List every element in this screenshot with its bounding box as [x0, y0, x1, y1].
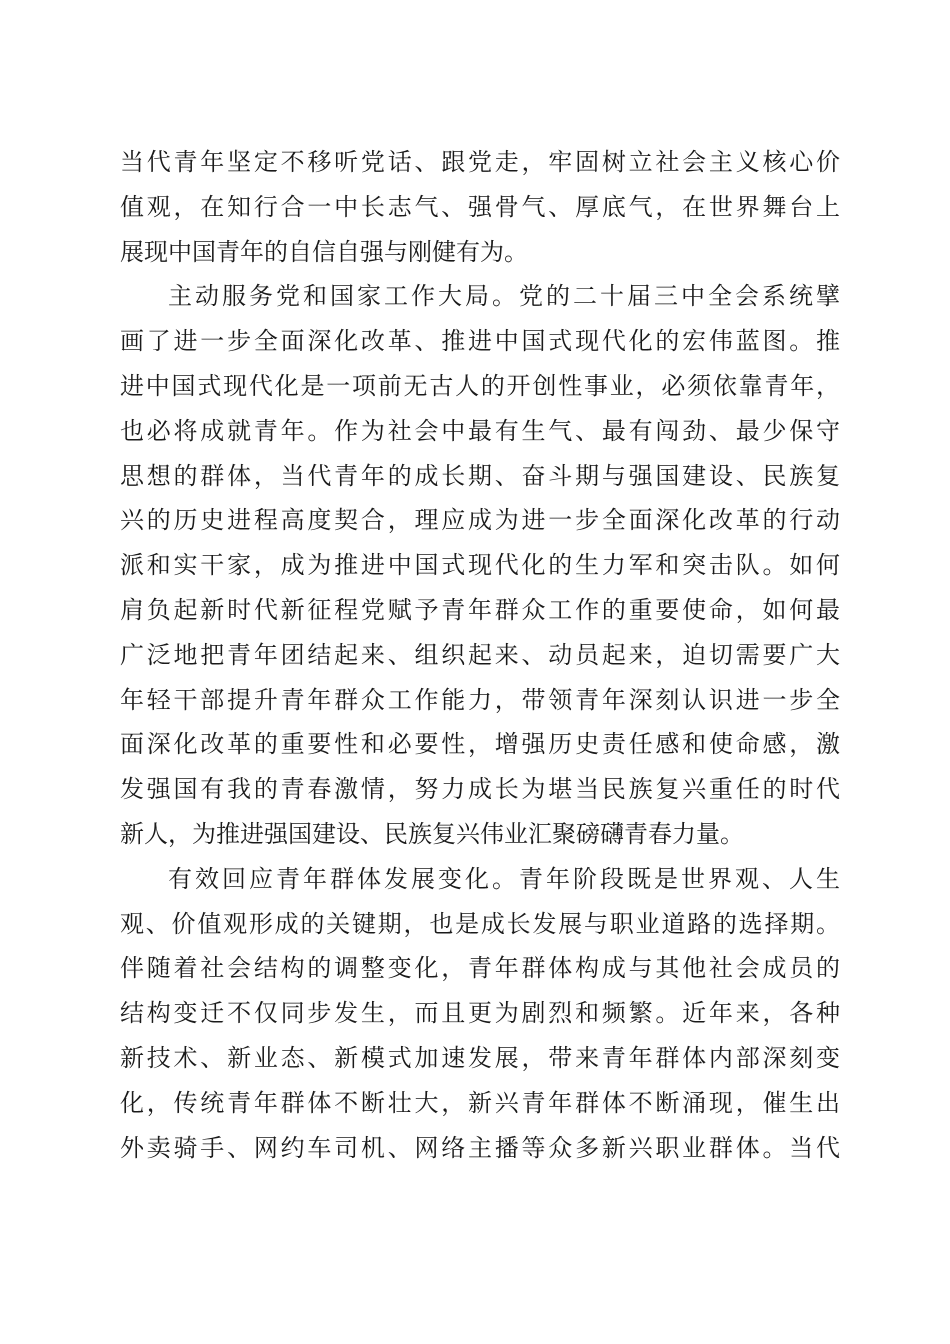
text-line: 派和实干家，成为推进中国式现代化的生力军和突击队。如何	[120, 551, 840, 580]
text-line: 结构变迁不仅同步发生，而且更为剧烈和频繁。近年来，各种	[120, 999, 840, 1028]
text-line: 进中国式现代化是一项前无古人的开创性事业，必须依靠青年，	[120, 371, 840, 400]
text-line: 发强国有我的青春激情，努力成长为堪当民族复兴重任的时代	[120, 775, 840, 804]
text-line: 化，传统青年群体不断壮大，新兴青年群体不断涌现，催生出	[120, 1088, 840, 1117]
text-line: 新技术、新业态、新模式加速发展，带来青年群体内部深刻变	[120, 1043, 840, 1072]
text-line: 面深化改革的重要性和必要性，增强历史责任感和使命感，激	[120, 730, 840, 759]
text-line: 肩负起新时代新征程党赋予青年群众工作的重要使命，如何最	[120, 595, 840, 624]
text-line: 伴随着社会结构的调整变化，青年群体构成与其他社会成员的	[120, 954, 840, 983]
paragraph-3	[120, 857, 840, 1171]
text-line: 广泛地把青年团结起来、组织起来、动员起来，迫切需要广大	[120, 640, 840, 669]
text-line: 当代青年坚定不移听党话、跟党走，牢固树立社会主义核心价	[120, 148, 840, 176]
paragraph-1	[120, 140, 840, 274]
text-line: 画了进一步全面深化改革、推进中国式现代化的宏伟蓝图。推	[120, 327, 840, 356]
text-line: 思想的群体，当代青年的成长期、奋斗期与强国建设、民族复	[120, 461, 840, 490]
text-line: 展现中国青年的自信自强与刚健有为。	[120, 237, 528, 266]
text-line: 也必将成就青年。作为社会中最有生气、最有闯劲、最少保守	[120, 416, 840, 445]
text-line: 年轻干部提升青年群众工作能力，带领青年深刻认识进一步全	[120, 685, 840, 714]
paragraph-2	[120, 274, 840, 856]
text-line: 主动服务党和国家工作大局。党的二十届三中全会系统擘	[168, 282, 840, 311]
body-text	[120, 140, 840, 1170]
text-line: 新人，为推进强国建设、民族复兴伟业汇聚磅礴青春力量。	[120, 819, 744, 848]
text-line: 有效回应青年群体发展变化。青年阶段既是世界观、人生	[168, 864, 840, 893]
text-line: 兴的历史进程高度契合，理应成为进一步全面深化改革的行动	[120, 506, 840, 535]
text-line: 外卖骑手、网约车司机、网络主播等众多新兴职业群体。当代	[120, 1133, 840, 1162]
text-line: 值观，在知行合一中长志气、强骨气、厚底气，在世界舞台上	[120, 192, 840, 221]
text-line: 观、价值观形成的关键期，也是成长发展与职业道路的选择期。	[120, 909, 840, 938]
